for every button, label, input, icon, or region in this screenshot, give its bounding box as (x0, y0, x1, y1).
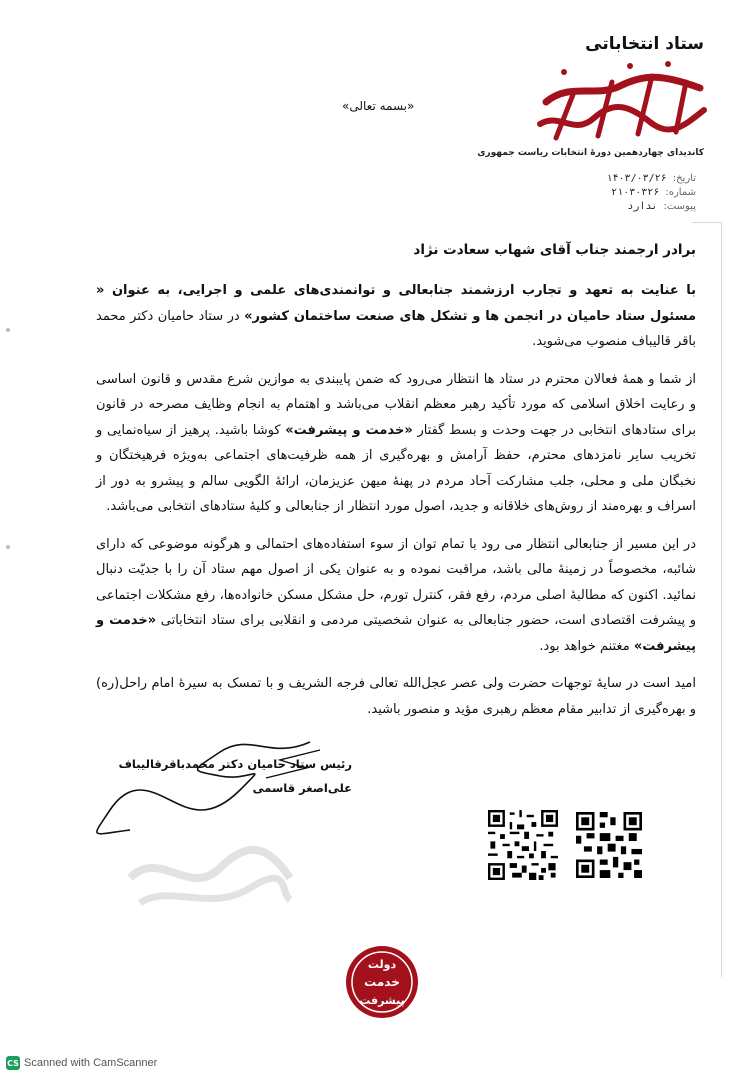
letter-meta (607, 172, 697, 214)
binder-dot (6, 545, 10, 549)
camscanner-watermark (6, 1056, 157, 1070)
bismillah: «بسمه تعالی» (342, 99, 415, 113)
signature-title: رئیس ستاد حامیان دکتر محمدباقرقالیباف (118, 757, 352, 771)
p2-text-b: کوشا باشید. پرهیز از سیاه‌نمایی و تخریب سایر نامزدهای محترم، حفظ آرامش و بهره‌گیری از همه ظرفیت‌های اجتماعی به‌ویژه فرهیختگان و نخبگان ملی و محلی، جلب مشارکت آحاد مردم در پهنهٔ میهن عزیزمان، ارائهٔ الگویی سالم و پیشرو به دور از اسراف و بهره‌مند از روش‌های خلاقانه و جدید، اصول مورد انتظار از جنابعالی و کلیهٔ ستادهای انتخابی می‌باشد. (96, 422, 696, 514)
p2-text-a: از شما و همهٔ فعالان محترم در ستاد ها انتظار می‌رود که ضمن پایبندی به موازین شرع مقدس و قانون اساسی و رعایت اخلاق اسلامی که مورد تأکید رهبر معظم انقلاب می‌باشد و اهتمام به انجام وظایف مصرحه در قانون برای ستادهای انتخابی در جهت وحدت و بسط گفتار (96, 371, 697, 438)
p1-text-b: در ستاد حامیان دکتر محمد باقر قالیباف منصوب می‌شوید. (96, 308, 696, 349)
number-row (607, 186, 697, 200)
p2-bold-slogan: «خدمت و پیشرفت» (285, 422, 413, 438)
date-row (607, 172, 697, 186)
emblem-word-1: دولت (367, 958, 397, 971)
campaign-emblem (342, 942, 422, 1022)
qr-code[interactable] (576, 812, 642, 878)
salutation: برادر ارجمند جناب آقای شهاب سعادت نژاد (413, 242, 696, 258)
attachment-label: پیوست: (663, 201, 696, 212)
candidate-logo (534, 52, 710, 152)
date-label: تاریخ: (672, 173, 696, 184)
p1-bold-title: « مسئول ستاد حامیان در انجمن ها و تشکل های صنعت ساختمان کشور» (96, 283, 697, 324)
p3-text-a: در این مسیر از جنابعالی انتظار می رود با تمام توان از سوء استفاده‌های احتمالی و هرگونه موضوعی که دارای شائبه، مخصوصاً در زمینهٔ مالی باشد، مراقبت نموده و به عنوان یکی از اصول مهم ستاد آن را با جدیّت دنبال نمائید. اکنون که مطالبهٔ اصلی مردم، رفع فقر، کنترل تورم، حل مشکل مسکن خانواده‌ها، رفع مشکلات اجتماعی و پیشرفت اقتصادی است، حضور جنابعالی به عنوان شخصیتی مردمی و انقلابی برای ستاد انتخاباتی (96, 536, 696, 628)
embossed-seal (120, 828, 300, 918)
number-value: ۲۱۰۳۰۳۲۶ (611, 187, 660, 198)
emblem-word-2: خدمت (364, 975, 400, 989)
p3-bold-slogan: «خدمت و پیشرفت» (96, 613, 696, 654)
emblem-word-3: پیشرفت (359, 994, 405, 1007)
p1-text-a: با عنایت به تعهد و تجارب ارزشمند جنابعالی و توانمندی‌های علمی و اجرایی، به عنوان (104, 283, 696, 298)
attachment-value: ندارد (627, 201, 658, 212)
date-value: ۱۴۰۳/۰۳/۲۶ (606, 173, 667, 184)
paragraph-expectations (96, 367, 696, 520)
paragraph-appointment (96, 278, 696, 355)
paragraph-integrity (96, 532, 696, 660)
candidate-line: کاندیدای چهاردهمین دورهٔ انتخابات ریاست جمهوری (477, 148, 704, 158)
number-label: شماره: (665, 187, 696, 198)
letter-body (96, 242, 696, 734)
camscanner-label: Scanned with CamScanner (24, 1057, 158, 1069)
signature-name: علی‌اصغر قاسمی (252, 781, 352, 795)
page-edge (713, 222, 722, 977)
attachment-row (607, 200, 697, 214)
hq-label: ستاد انتخاباتی (585, 34, 704, 54)
handwritten-signature (70, 730, 350, 840)
binder-dot (6, 328, 10, 332)
paragraph-closing: امید است در سایهٔ توجهات حضرت ولی عصر عجل‌الله تعالی فرجه الشریف و با تمسک به سیرهٔ امام راحل(ره) و بهره‌گیری از تدابیر مقام معظم رهبری مؤید و منصور باشید. (96, 676, 696, 717)
p3-text-b: مغتنم خواهد بود. (539, 638, 634, 654)
camscanner-logo-icon: CS (6, 1056, 20, 1070)
qr-code[interactable] (488, 810, 558, 880)
